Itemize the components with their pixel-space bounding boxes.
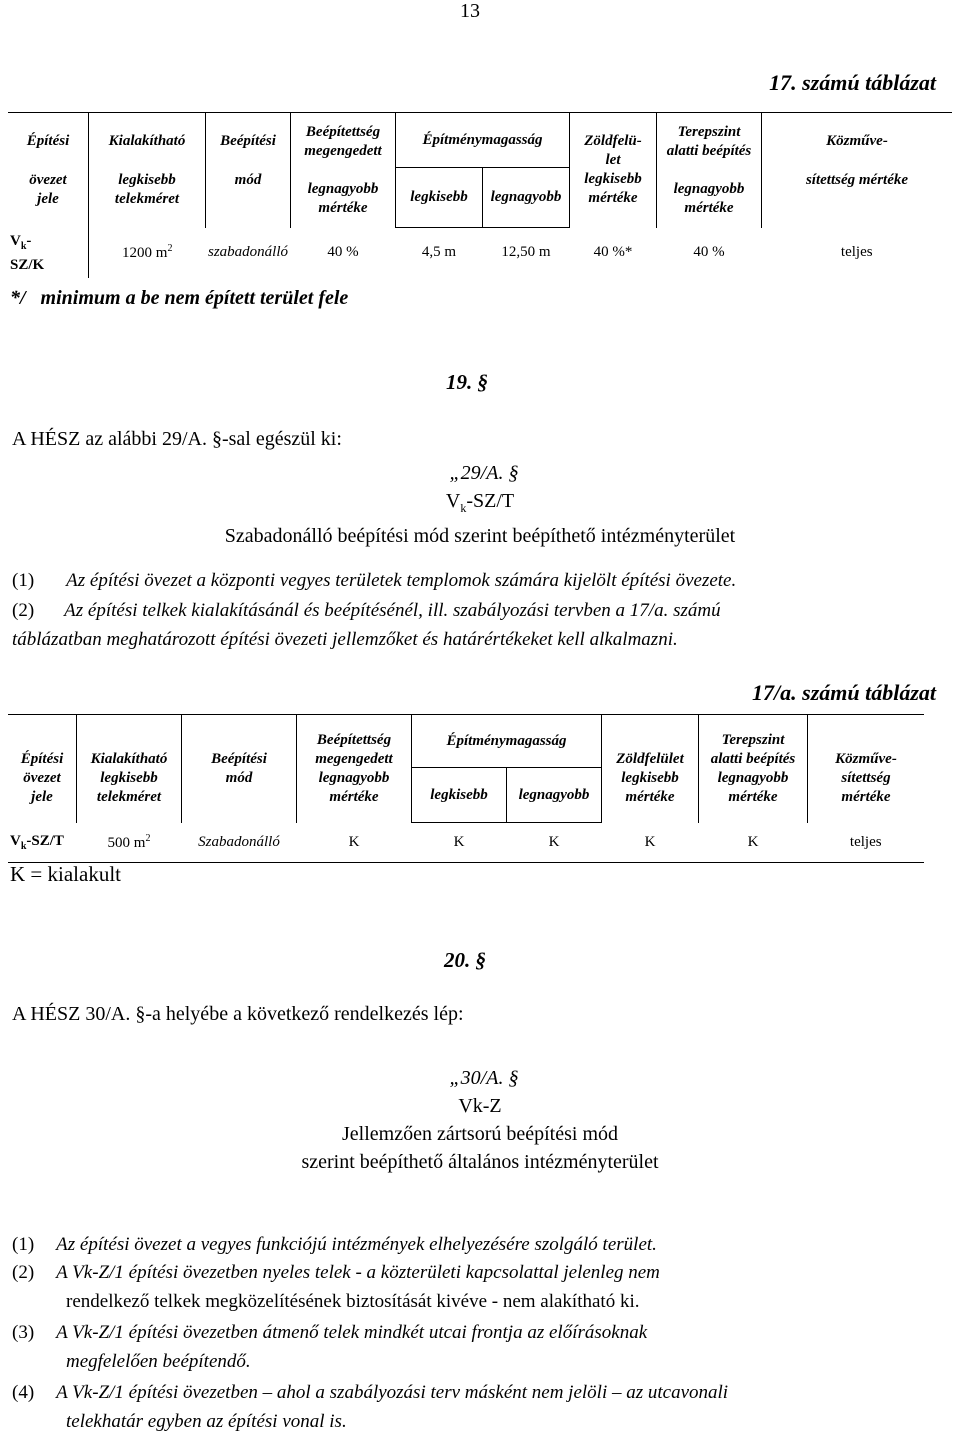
article-30a-paragraph-4: (4) A Vk-Z/1 építési övezetben – ahol a szabályozási terv másként nem jelöli – az utcavonali telekhatár egyben az építési vonal is. bbox=[12, 1382, 729, 1432]
section-19-heading: 19. § bbox=[446, 370, 488, 394]
section-20-heading: 20. § bbox=[444, 948, 486, 972]
header-zone: Építési övezet jele bbox=[8, 113, 89, 228]
article-29a-paragraph-1: (1) Az építési övezet a központi vegyes területek templomok számára kijelölt építési övezete. bbox=[12, 570, 737, 591]
header-height-max: legnagyobb bbox=[483, 168, 570, 228]
table-17a-caption: 17/a. számú táblázat bbox=[752, 680, 936, 705]
row-height-min: 4,5 m bbox=[421, 244, 457, 261]
row-zone: $V_k-$ SZ/K bbox=[8, 228, 89, 278]
table-17a-legend: K = kialakult bbox=[10, 862, 121, 886]
header-height-min: legkisebb bbox=[396, 168, 483, 228]
header-mode: Beépítési mód bbox=[182, 715, 297, 823]
header-height: Építménymagasság bbox=[412, 715, 602, 768]
article-30a-title-line-2: szerint beépíthető általános intézményterület bbox=[301, 1151, 659, 1173]
header-height: Építménymagasság bbox=[396, 113, 570, 168]
header-plot: Kialakítható legkisebb telekméret bbox=[77, 715, 182, 823]
article-30a-header bbox=[0, 1064, 960, 1176]
row-zone: $V_k-SZ/T$ bbox=[8, 823, 77, 863]
header-utility: Közműve- sítettség mértéke bbox=[808, 715, 925, 823]
row-height-max: K bbox=[507, 823, 602, 863]
header-height-min: legkisebb bbox=[412, 768, 507, 823]
row-utility: teljes bbox=[840, 244, 873, 260]
row-height-max: 12,50 m bbox=[501, 244, 551, 261]
header-coverage: Beépítettség megengedett legnagyobb mértéke bbox=[291, 113, 396, 228]
row-plot: 1200 $m^2$ bbox=[122, 243, 173, 261]
section-20-intro: A HÉSZ 30/A. §-a helyébe a következő rendelkezés lép: bbox=[12, 1003, 464, 1025]
row-coverage: 40 % bbox=[327, 244, 359, 260]
header-green: Zöldfelület legkisebb mértéke bbox=[602, 715, 699, 823]
page-number: 13 bbox=[460, 0, 480, 22]
header-underground: Terepszint alatti beépítés legnagyobb mértéke bbox=[699, 715, 808, 823]
table-17-caption: 17. számú táblázat bbox=[769, 70, 936, 95]
table-17a bbox=[8, 714, 924, 863]
article-30a-code: Vk-Z bbox=[458, 1095, 502, 1117]
article-29a-paragraph-2: (2) Az építési telkek kialakításánál és beépítésénél, ill. szabályozási tervben a 17/a. számú táblázatban meghatározott építési övezeti jellemzőket és határértékeket kell alkalmazni. bbox=[12, 600, 721, 650]
row-underground: K bbox=[699, 823, 808, 863]
row-plot: 500 $m^2$ bbox=[77, 823, 182, 863]
row-green: K bbox=[602, 823, 699, 863]
article-29a-code: $V_k-SZ/T$ bbox=[445, 490, 515, 515]
section-19-intro: A HÉSZ az alábbi 29/A. §-sal egészül ki: bbox=[12, 428, 342, 450]
header-utility: Közműve- sítettség mértéke bbox=[762, 113, 953, 228]
header-height-max: legnagyobb bbox=[507, 768, 602, 823]
table-17 bbox=[8, 112, 952, 278]
row-mode: Szabadonálló bbox=[182, 823, 297, 863]
article-30a-paragraph-2: (2) A Vk-Z/1 építési övezetben nyeles telek - a közterületi kapcsolattal jelenleg nem rendelkező telkek megközelítésének biztosítását kivéve - nem alakítható ki. bbox=[12, 1262, 660, 1312]
header-underground: Terepszint alatti beépítés legnagyobb mértéke bbox=[657, 113, 762, 228]
row-mode: szabadonálló bbox=[207, 244, 288, 260]
header-plot: Kialakítható legkisebb telekméret bbox=[89, 113, 206, 228]
article-29a-number: „29/A. § bbox=[449, 462, 519, 484]
row-utility: teljes bbox=[808, 823, 925, 863]
header-green: Zöldfelü- let legkisebb mértéke bbox=[570, 113, 657, 228]
header-mode: Beépítési mód bbox=[206, 113, 291, 228]
row-coverage: K bbox=[297, 823, 412, 863]
article-29a-header bbox=[0, 459, 960, 550]
table-row bbox=[8, 823, 924, 863]
header-zone: Építési övezet jele bbox=[8, 715, 77, 823]
row-height-min: K bbox=[412, 823, 507, 863]
table-17-footnote: */ minimum a be nem épített terület fele bbox=[10, 287, 349, 309]
article-30a-paragraph-1: (1) Az építési övezet a vegyes funkciójú intézmények elhelyezésére szolgáló terület. bbox=[12, 1234, 657, 1255]
row-green: 40 %* bbox=[593, 244, 633, 260]
article-29a-title: Szabadonálló beépítési mód szerint beépíthető intézményterület bbox=[224, 525, 736, 547]
table-row bbox=[8, 228, 952, 278]
article-30a-paragraph-3: (3) A Vk-Z/1 építési övezetben átmenő telek mindkét utcai frontja az előírásoknak megfelelően beépítendő. bbox=[12, 1322, 648, 1372]
article-30a-title-line-1: Jellemzően zártsorú beépítési mód bbox=[341, 1123, 618, 1145]
row-underground: 40 % bbox=[693, 244, 725, 260]
header-coverage: Beépítettség megengedett legnagyobb mértéke bbox=[297, 715, 412, 823]
article-30a-number: „30/A. § bbox=[449, 1067, 519, 1089]
